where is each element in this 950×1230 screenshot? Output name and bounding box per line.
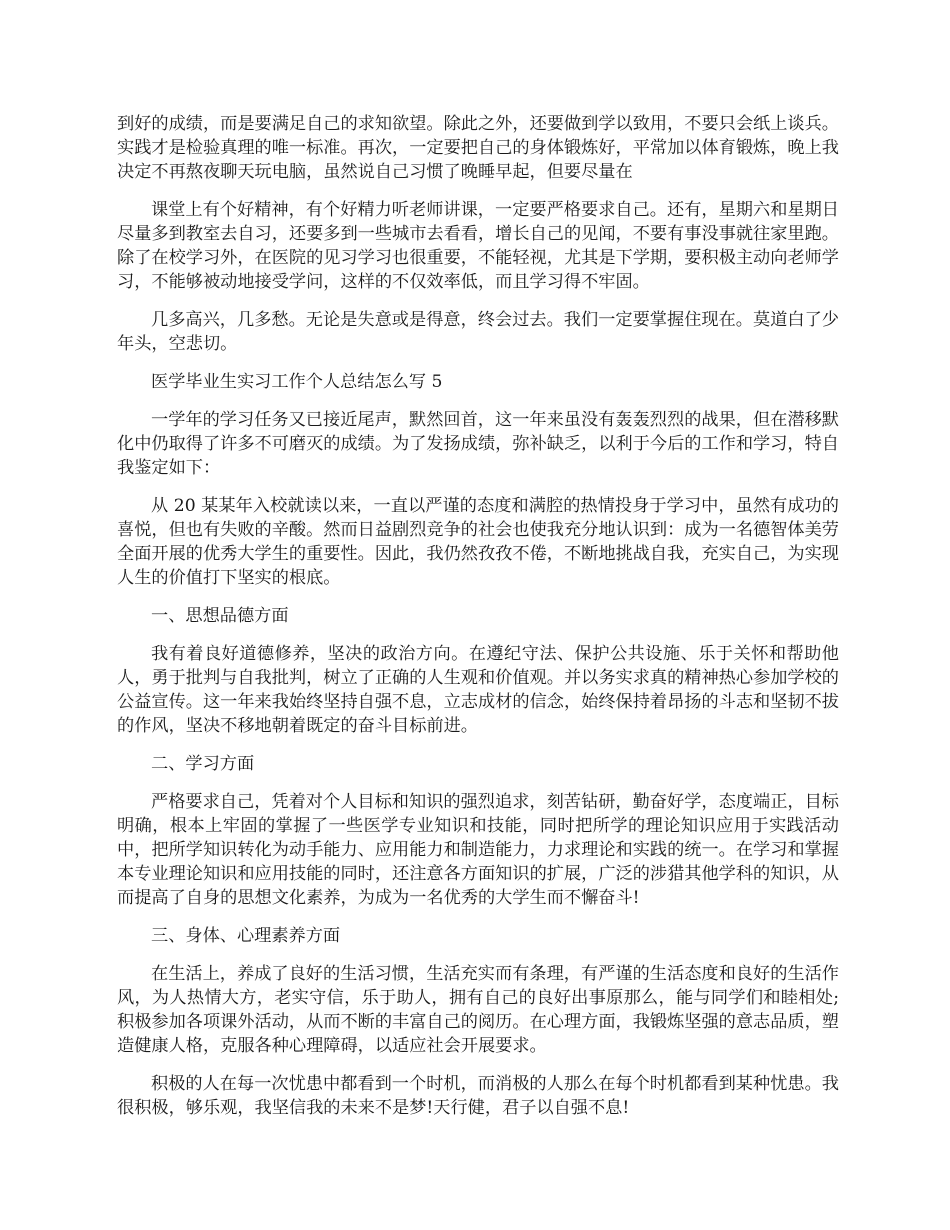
paragraph-closing: 积极的人在每一次忧患中都看到一个时机，而消极的人那么在每个时机都看到某种忧患。我很积极，够乐观，我坚信我的未来不是梦!天行健，君子以自强不息!: [117, 1074, 839, 1118]
heading-moral: 一、思想品德方面: [151, 606, 289, 626]
section-title: 医学毕业生实习工作个人总结怎么写 5: [151, 372, 443, 392]
paragraph-study: 严格要求自己，凭着对个人目标和知识的强烈追求，刻苦钻研，勤奋好学，态度端正，目标明确，根本上牢固的掌握了一些医学专业知识和技能，同时把所学的理论知识应用于实践活动中，把所学知识转化为动手能力、应用能力和制造能力，力求理论和实践的统一。在学习和掌握本专业理论知识和应用技能的同时，还注意各方面知识的扩展，广泛的涉猎其他学科的知识，从而提高了自身的思想文化素养，为成为一名优秀的大学生而不懈奋斗!: [117, 792, 839, 908]
paragraph-reflection: 几多高兴，几多愁。无论是失意或是得意，终会过去。我们一定要掌握住现在。莫道白了少年头，空悲切。: [117, 310, 839, 354]
paragraph-intro: 一学年的学习任务又已接近尾声，默然回首，这一年来虽没有轰轰烈烈的战果，但在潜移默化中仍取得了许多不可磨灭的成绩。为了发扬成绩，弥补缺乏，以利于今后的工作和学习，特自我鉴定如下：: [117, 410, 839, 478]
document-body: [117, 112, 839, 1134]
heading-health: 三、身体、心理素养方面: [151, 926, 341, 946]
paragraph-continuation: 到好的成绩，而是要满足自己的求知欲望。除此之外，还要做到学以致用，不要只会纸上谈兵。实践才是检验真理的唯一标准。再次，一定要把自己的身体锻炼好，平常加以体育锻炼，晚上我决定不再熬夜聊天玩电脑，虽然说自己习惯了晚睡早起，但要尽量在: [117, 114, 839, 182]
heading-study: 二、学习方面: [151, 754, 255, 774]
paragraph-study-plan: 课堂上有个好精神，有个好精力听老师讲课，一定要严格要求自己。还有，星期六和星期日尽量多到教室去自习，还要多到一些城市去看看，增长自己的见闻，不要有事没事就往家里跑。除了在校学习外，在医院的见习学习也很重要，不能轻视，尤其是下学期，要积极主动向老师学习，不能够被动地接受学问，这样的不仅效率低，而且学习得不牢固。: [117, 200, 839, 292]
paragraph-health: 在生活上，养成了良好的生活习惯，生活充实而有条理，有严谨的生活态度和良好的生活作风，为人热情大方，老实守信，乐于助人，拥有自己的良好出事原那么，能与同学们和睦相处;积极参加各项课外活动，从而不断的丰富自己的阅历。在心理方面，我锻炼坚强的意志品质，塑造健康人格，克服各种心理障碍，以适应社会开展要求。: [117, 964, 839, 1056]
paragraph-moral: 我有着良好道德修养，坚决的政治方向。在遵纪守法、保护公共设施、乐于关怀和帮助他人，勇于批判与自我批判，树立了正确的人生观和价值观。并以务实求真的精神热心参加学校的公益宣传。这一年来我始终坚持自强不息，立志成材的信念，始终保持着昂扬的斗志和坚韧不拔的作风，坚决不移地朝着既定的奋斗目标前进。: [117, 644, 839, 736]
paragraph-enrollment: 从 20 某某年入校就读以来，一直以严谨的态度和满腔的热情投身于学习中，虽然有成功的喜悦，但也有失败的辛酸。然而日益剧烈竞争的社会也使我充分地认识到：成为一名德智体美劳全面开展的优秀大学生的重要性。因此，我仍然孜孜不倦，不断地挑战自我，充实自己，为实现人生的价值打下坚实的根底。: [117, 496, 839, 588]
